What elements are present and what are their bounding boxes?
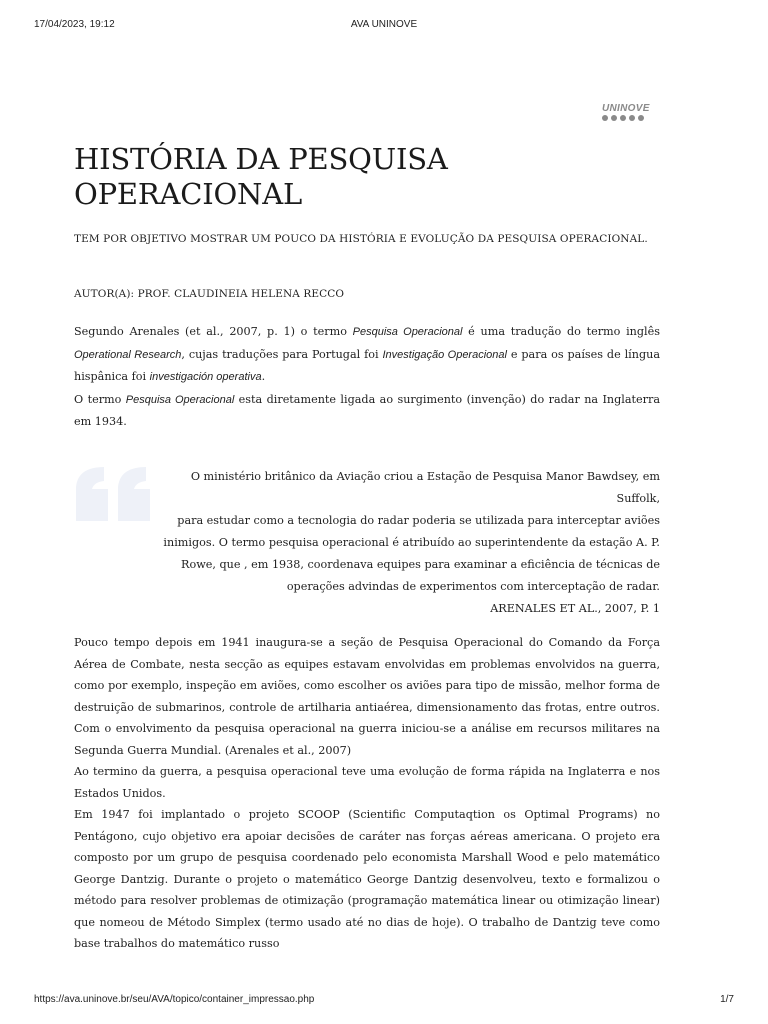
body-paragraph-3: Em 1947 foi implantado o projeto SCOOP (Scientific Computaqtion os Optimal Programs) no Pentágono, cujo objetivo era apoiar decisões de caráter nas forças aéreas americana. O projeto era composto por um grupo de pesquisa coordenado pelo economista Marshall Wood e pelo matemático George Dantzig. Durante o projeto o matemático George Dantzig desenvolveu, texto e formalizou o método para resolver problemas de otimização (programação matemática linear ou otimização linear) que nomeou de Método Simplex (termo usado até no dias de hoje). O trabalho de Dantzig teve como base trabalhos do matemático russo	[74, 808, 660, 950]
intro-section	[74, 321, 660, 433]
quote-line: Rowe, que , em 1938, coordenava equipes para examinar a eficiência de técnicas de	[181, 558, 660, 571]
uninove-logo	[602, 103, 658, 121]
body-paragraph-1: Pouco tempo depois em 1941 inaugura-se a seção de Pesquisa Operacional do Comando da Força Aérea de Combate, nesta secção as equipes estavam envolvidas em problemas envolvidos na guerra, como por exemplo, inspeção em aviões, como escolher os aviões para tipo de missão, melhor forma de destruição de submarinos, controle de artilharia antiaérea, dimensionamento das frotas, entre outros. Com o envolvimento da pesquisa operacional na guerra iniciou-se a análise em recursos militares na Segunda Guerra Mundial. (Arenales et al., 2007)	[74, 636, 660, 757]
page-number: 1/7	[720, 994, 734, 1005]
objective-text: TEM POR OBJETIVO MOSTRAR UM POUCO DA HISTÓRIA E EVOLUÇÃO DA PESQUISA OPERACIONAL.	[74, 233, 648, 245]
quote-line: inimigos. O termo pesquisa operacional é atribuído ao superintendente da estação A. P.	[163, 536, 660, 549]
intro-paragraph-1: Segundo Arenales (et al., 2007, p. 1) o termo Pesquisa Operacional é uma tradução do termo inglês Operational Research, cujas traduções para Portugal foi Investigação Operacional e para os países de língua hispânica foi investigación operativa.	[74, 325, 661, 383]
title-line-2: OPERACIONAL	[74, 177, 303, 211]
page-title	[74, 142, 634, 212]
blockquote	[160, 466, 660, 620]
logo-dots	[602, 115, 658, 121]
print-datetime: 17/04/2023, 19:12	[34, 19, 115, 30]
author-text: AUTOR(A): PROF. CLAUDINEIA HELENA RECCO	[74, 288, 345, 300]
quote-line: O ministério britânico da Aviação criou a Estação de Pesquisa Manor Bawdsey, em Suffolk,	[190, 470, 660, 505]
quote-reference: ARENALES ET AL., 2007, P. 1	[490, 602, 660, 615]
quote-mark-icon	[74, 465, 154, 523]
intro-paragraph-2: O termo Pesquisa Operacional esta diretamente ligada ao surgimento (invenção) do radar na Inglaterra em 1934.	[74, 392, 660, 428]
quote-line: para estudar como a tecnologia do radar poderia se utilizada para interceptar aviões	[177, 514, 660, 527]
title-line-1: HISTÓRIA DA PESQUISA	[74, 142, 448, 176]
body-section	[74, 632, 660, 955]
logo-text: UNINOVE	[602, 103, 650, 114]
body-paragraph-2: Ao termino da guerra, a pesquisa operacional teve uma evolução de forma rápida na Inglaterra e nos Estados Unidos.	[74, 765, 660, 800]
quote-line: operações advindas de experimentos com interceptação de radar.	[286, 580, 660, 593]
print-site-title: AVA UNINOVE	[350, 19, 418, 30]
page-url: https://ava.uninove.br/seu/AVA/topico/container_impressao.php	[34, 994, 315, 1005]
